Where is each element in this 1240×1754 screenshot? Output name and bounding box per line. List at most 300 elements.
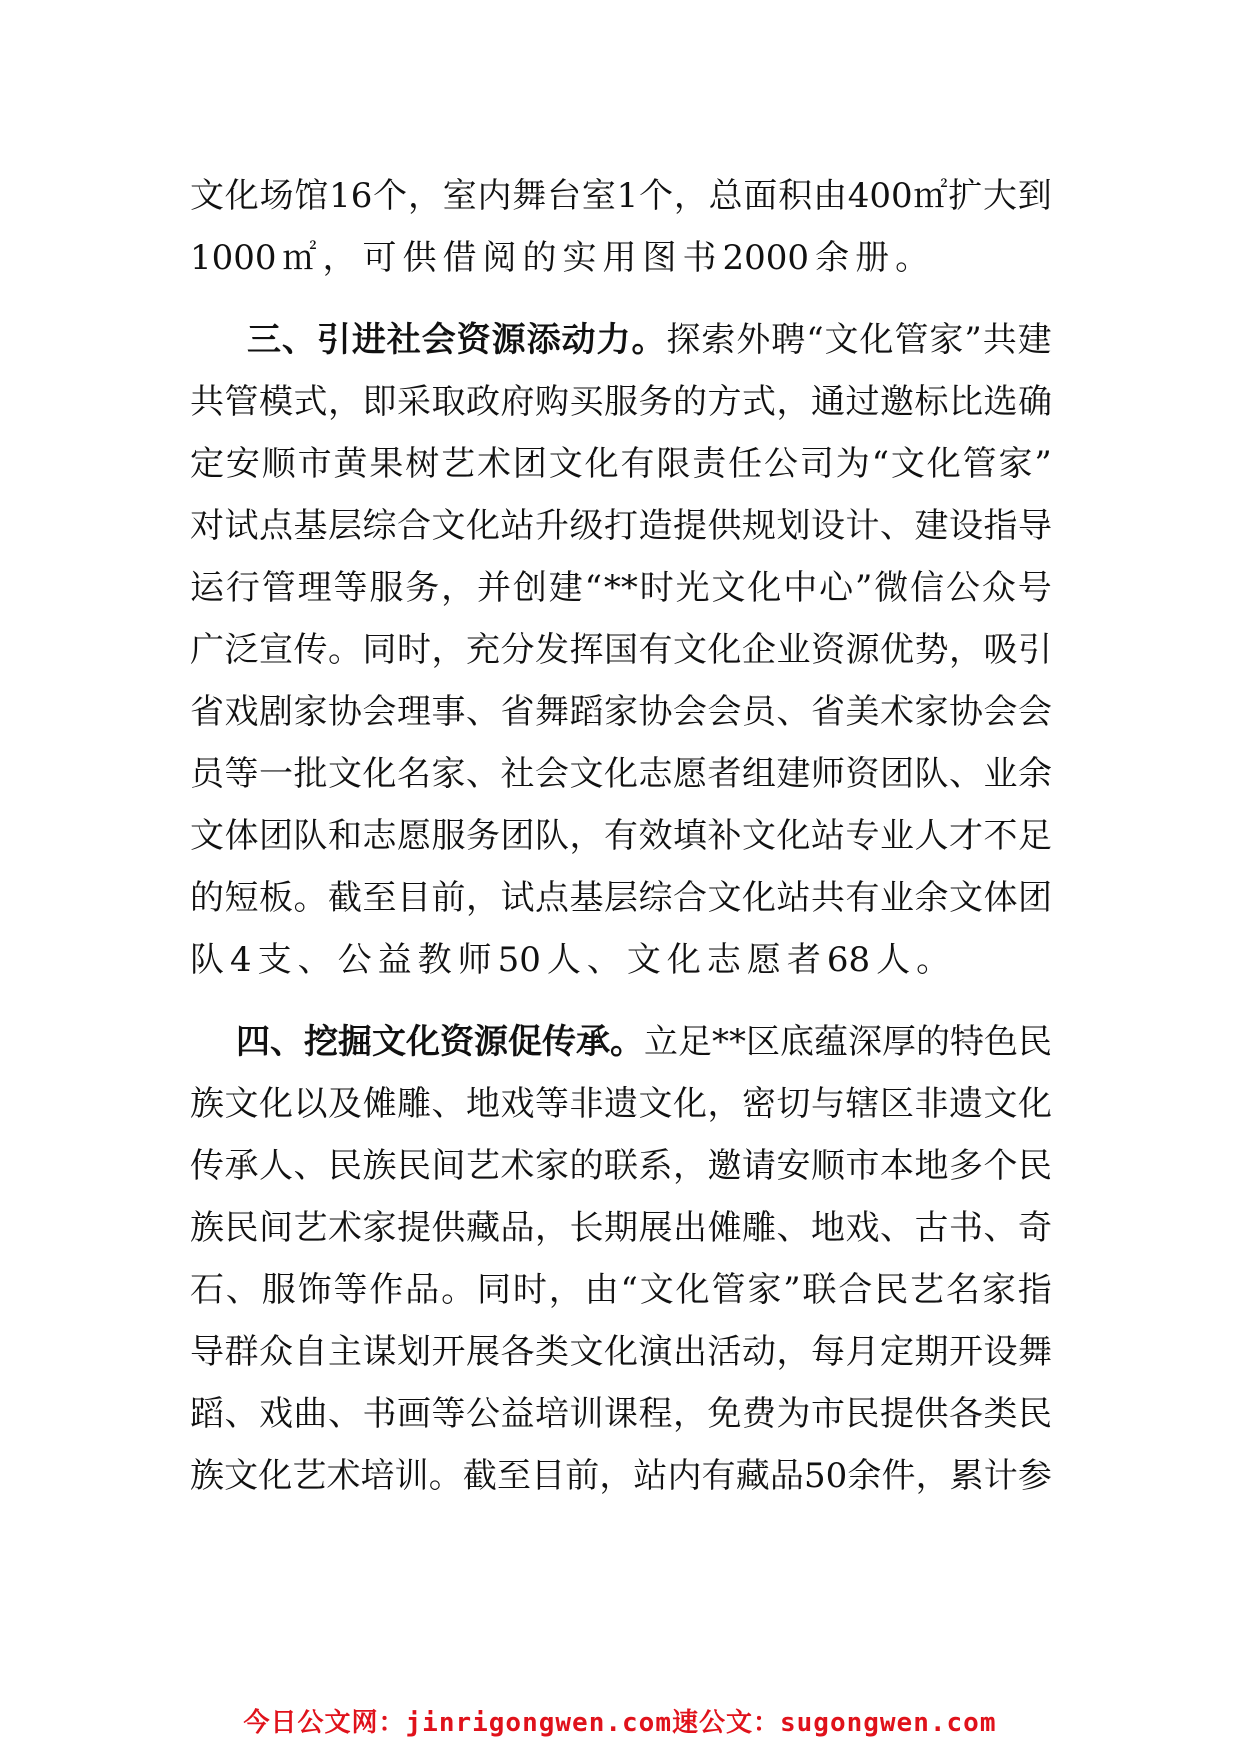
text-char: 舞: [535, 692, 569, 732]
text-char: 训: [569, 1394, 604, 1434]
heading-char: 、: [270, 1022, 304, 1062]
footer-site1-url[interactable]: jinrigongwen.com: [405, 1708, 672, 1738]
text-char: 务: [405, 568, 440, 608]
text-char: 式: [742, 382, 776, 422]
text-char: 业: [880, 878, 914, 918]
text-char: 充: [466, 630, 500, 670]
text-char: 愿: [746, 940, 781, 980]
text-char: 免: [707, 1394, 742, 1434]
text-char: 业: [983, 754, 1018, 794]
text-char: 供: [402, 238, 437, 278]
text-char: 族: [190, 1084, 224, 1124]
text-char: 、: [297, 940, 332, 980]
text-char: 以: [293, 1084, 328, 1124]
text-char: 管: [224, 382, 259, 422]
text-char: 有: [604, 816, 638, 856]
text-char: 、: [880, 506, 914, 546]
text-char: 资: [845, 754, 880, 794]
text-line: [190, 1073, 1052, 1135]
text-char: ，: [328, 382, 362, 422]
heading-char: 。: [610, 1022, 644, 1062]
paragraph-indent: [190, 309, 246, 371]
text-char: 由: [812, 176, 847, 216]
heading-char: 添: [526, 320, 561, 360]
text-char: 并: [477, 568, 511, 608]
text-char: 间: [431, 1146, 466, 1186]
text-char: 服: [261, 1270, 296, 1310]
text-char: 定: [880, 1332, 914, 1372]
text-char: 供: [707, 506, 742, 546]
text-char: 化: [926, 444, 961, 484]
text-char: 类: [535, 1332, 569, 1372]
text-char: 试: [224, 506, 259, 546]
text-char: 前: [431, 878, 466, 918]
text-char: 文: [328, 754, 362, 794]
text-char: 台: [547, 176, 582, 216]
text-char: 非: [569, 1084, 604, 1124]
heading-char: 资: [456, 320, 491, 360]
text-char: 艺: [293, 1208, 328, 1248]
text-char: 引: [1018, 630, 1052, 670]
text-char: 众: [259, 1332, 293, 1372]
text-char: 族: [190, 1456, 224, 1496]
text-char: 文: [431, 506, 466, 546]
text-char: 16: [329, 176, 373, 216]
text-char: 运: [190, 568, 224, 608]
text-char: 探: [666, 320, 701, 360]
text-char: 索: [701, 320, 736, 360]
text-char: ，: [466, 878, 500, 918]
text-char: 主: [328, 1332, 362, 1372]
text-char: 。: [895, 238, 930, 278]
text-char: 益: [377, 940, 412, 980]
text-char: 化: [673, 1084, 707, 1124]
text-char: 采: [397, 382, 431, 422]
text-char: 市: [297, 444, 332, 484]
text-char: **: [603, 568, 638, 608]
text-char: 试: [500, 878, 535, 918]
text-char: ，: [915, 1456, 950, 1496]
text-char: 品: [769, 1456, 804, 1496]
text-char: 过: [845, 382, 880, 422]
text-char: 遗: [604, 1084, 638, 1124]
text-char: 、: [328, 1394, 362, 1434]
text-char: 1: [616, 176, 639, 216]
text-line: [190, 227, 1052, 289]
text-char: 挥: [569, 630, 604, 670]
text-char: 场: [259, 176, 294, 216]
text-char: ”: [783, 1270, 801, 1310]
text-char: 戏: [500, 1084, 535, 1124]
text-char: 管: [711, 1270, 746, 1310]
text-char: 人: [546, 940, 581, 980]
text-char: 企: [742, 630, 776, 670]
text-char: 化: [604, 754, 638, 794]
text-line: [190, 433, 1052, 495]
text-char: 色: [984, 1022, 1018, 1062]
text-char: 化: [584, 444, 619, 484]
text-char: 化: [666, 940, 701, 980]
text-char: ，: [599, 1456, 634, 1496]
text-char: 设: [983, 1332, 1018, 1372]
text-char: 术: [326, 1456, 361, 1496]
heading-char: 源: [474, 1022, 508, 1062]
heading-char: 掘: [338, 1022, 372, 1062]
text-char: 。: [293, 878, 328, 918]
text-char: 各: [500, 1332, 535, 1372]
heading-char: 会: [421, 320, 456, 360]
text-char: 出: [673, 1332, 707, 1372]
paragraph-indent: [190, 1011, 236, 1073]
text-char: 有: [845, 878, 880, 918]
text-char: 文: [824, 320, 859, 360]
text-char: ”: [855, 568, 873, 608]
text-char: 众: [981, 568, 1016, 608]
text-char: 组: [742, 754, 776, 794]
text-char: 供: [914, 1394, 949, 1434]
text-char: 会: [535, 754, 569, 794]
text-char: 会: [362, 692, 397, 732]
text-char: 68: [826, 940, 871, 980]
text-char: ，: [673, 1394, 707, 1434]
text-char: 、: [586, 940, 621, 980]
text-char: 扩: [948, 176, 983, 216]
text-char: ”: [964, 320, 982, 360]
heading-char: 促: [508, 1022, 542, 1062]
text-char: 会: [1018, 692, 1052, 732]
text-char: 顺: [811, 1146, 845, 1186]
text-char: 家: [293, 692, 328, 732]
text-char: 类: [983, 1394, 1018, 1434]
text-char: 由: [584, 1270, 619, 1310]
text-char: 事: [431, 692, 466, 732]
text-char: 文: [742, 816, 776, 856]
text-char: 戏: [224, 692, 259, 732]
text-char: 公: [337, 940, 372, 980]
text-char: 方: [707, 382, 742, 422]
text-char: 共: [811, 878, 845, 918]
text-char: 联: [802, 1270, 837, 1310]
text-char: 团: [512, 444, 547, 484]
text-char: 国: [604, 630, 638, 670]
text-char: 前: [565, 1456, 600, 1496]
text-char: 限: [656, 444, 691, 484]
text-char: 化: [747, 568, 782, 608]
text-char: 源: [845, 630, 880, 670]
text-char: 规: [742, 506, 776, 546]
text-char: 员: [742, 692, 776, 732]
text-char: 目: [531, 1456, 566, 1496]
text-char: **: [712, 1022, 746, 1062]
text-char: 发: [535, 630, 569, 670]
text-char: 4: [230, 940, 252, 980]
text-char: 指: [983, 506, 1018, 546]
text-char: 传: [190, 1146, 224, 1186]
text-char: 培: [360, 1456, 395, 1496]
text-char: 专: [845, 816, 880, 856]
text-char: 务: [466, 816, 500, 856]
text-char: 本: [880, 1146, 914, 1186]
text-char: 室: [581, 176, 616, 216]
text-char: 实: [562, 238, 597, 278]
text-char: 点: [535, 878, 569, 918]
text-char: 服: [369, 568, 404, 608]
text-char: 提: [673, 506, 707, 546]
text-char: 阅: [482, 238, 517, 278]
text-char: 支: [257, 940, 292, 980]
text-char: 舞: [512, 176, 547, 216]
text-char: 市: [845, 1146, 880, 1186]
text-char: 志: [706, 940, 741, 980]
text-char: 顺: [261, 444, 296, 484]
text-char: 板: [259, 878, 293, 918]
text-char: 光: [675, 568, 710, 608]
footer-watermark: [0, 1702, 1240, 1739]
text-char: 会: [707, 692, 742, 732]
text-char: 的: [916, 1022, 950, 1062]
text-char: 有: [701, 1456, 736, 1496]
text-line: [190, 805, 1052, 867]
text-char: 体: [983, 878, 1018, 918]
text-char: 计: [983, 1456, 1018, 1496]
text-char: 自: [293, 1332, 328, 1372]
heading-char: 源: [491, 320, 526, 360]
text-char: 业: [776, 630, 811, 670]
text-char: 号: [1017, 568, 1052, 608]
text-char: 奇: [1018, 1208, 1052, 1248]
text-char: 外: [736, 320, 771, 360]
text-char: 设: [811, 506, 845, 546]
text-char: 文: [224, 1084, 259, 1124]
text-char: 化: [707, 630, 742, 670]
text-char: 书: [362, 1394, 397, 1434]
text-char: 术: [880, 692, 914, 732]
text-char: 吸: [983, 630, 1018, 670]
text-char: 建: [914, 506, 949, 546]
text-char: ，: [776, 382, 811, 422]
text-char: 地: [466, 1084, 500, 1124]
text-char: 开: [431, 1332, 466, 1372]
text-char: 动: [742, 1332, 776, 1372]
text-line: [190, 495, 1052, 557]
text-char: 费: [742, 1394, 776, 1434]
text-char: 用: [602, 238, 637, 278]
text-char: 势: [914, 630, 949, 670]
text-char: 基: [293, 506, 328, 546]
text-line: [190, 1011, 1052, 1073]
text-char: 家: [431, 754, 466, 794]
text-char: 到: [1017, 176, 1052, 216]
text-char: 开: [949, 1332, 983, 1372]
text-line: [190, 1445, 1052, 1507]
text-char: 民: [328, 1146, 362, 1186]
text-char: 综: [362, 506, 397, 546]
text-char: 提: [397, 1208, 431, 1248]
text-char: 司: [799, 444, 834, 484]
text-char: 买: [569, 382, 604, 422]
text-line: [190, 1321, 1052, 1383]
text-char: 期: [914, 1332, 949, 1372]
text-char: 邀: [880, 382, 914, 422]
text-char: 蹈: [190, 1394, 224, 1434]
text-char: 立: [644, 1022, 678, 1062]
text-char: 社: [500, 754, 535, 794]
text-char: 内: [477, 176, 512, 216]
text-char: 地: [914, 1146, 949, 1186]
text-char: 家: [914, 692, 949, 732]
text-char: 建: [1017, 320, 1052, 360]
footer-site2-url[interactable]: sugongwen.com: [779, 1708, 997, 1738]
text-line: [190, 619, 1052, 681]
text-char: 底: [780, 1022, 814, 1062]
text-char: 时: [397, 630, 431, 670]
text-char: 非: [914, 1084, 949, 1124]
text-char: 雕: [742, 1208, 776, 1248]
text-char: 各: [949, 1394, 983, 1434]
text-char: 蹈: [569, 692, 604, 732]
text-char: “: [620, 1270, 638, 1310]
text-char: 微: [874, 568, 909, 608]
text-char: 责: [692, 444, 727, 484]
text-char: 文: [224, 1456, 259, 1496]
text-char: 站: [500, 506, 535, 546]
text-char: 体: [224, 816, 259, 856]
text-char: 400: [847, 176, 913, 216]
text-char: 团: [500, 816, 535, 856]
text-char: 艺: [441, 444, 476, 484]
text-char: 石: [190, 1270, 224, 1310]
heading-char: 四: [236, 1022, 270, 1062]
text-char: 聘: [771, 320, 806, 360]
text-char: 管: [894, 320, 929, 360]
text-char: ㎡: [913, 176, 948, 216]
text-char: 团: [1018, 878, 1052, 918]
text-char: 愿: [397, 816, 431, 856]
text-char: 省: [500, 692, 535, 732]
text-char: 50: [803, 1456, 848, 1496]
text-char: 取: [431, 382, 466, 422]
text-char: 信: [910, 568, 945, 608]
text-char: 、: [983, 1208, 1018, 1248]
text-char: 供: [431, 1208, 466, 1248]
text-char: 购: [535, 382, 569, 422]
text-char: 者: [786, 940, 821, 980]
text-char: “: [871, 444, 890, 484]
text-char: 雕: [397, 1084, 431, 1124]
text-char: 志: [362, 816, 397, 856]
text-char: 地: [811, 1208, 845, 1248]
text-char: 剧: [259, 692, 293, 732]
text-char: 等: [333, 1270, 368, 1310]
heading-char: 三: [246, 320, 281, 360]
heading-char: 资: [440, 1022, 474, 1062]
text-char: 树: [405, 444, 440, 484]
text-line: [190, 1383, 1052, 1445]
heading-char: 传: [542, 1022, 576, 1062]
text-char: 理: [397, 692, 431, 732]
text-char: 站: [633, 1456, 668, 1496]
text-char: 参: [1017, 1456, 1052, 1496]
text-char: 足: [1018, 816, 1052, 856]
text-char: 大: [983, 176, 1017, 216]
text-char: 与: [811, 1084, 845, 1124]
text-line: [190, 371, 1052, 433]
text-char: 省: [190, 692, 224, 732]
text-char: 品: [405, 1270, 440, 1310]
text-char: 标: [914, 382, 949, 422]
text-char: 愿: [673, 754, 707, 794]
text-char: 程: [638, 1394, 673, 1434]
text-char: 藏: [466, 1208, 500, 1248]
text-char: 队: [914, 754, 949, 794]
text-char: 藏: [735, 1456, 770, 1496]
text-char: 府: [500, 382, 535, 422]
text-line: [190, 867, 1052, 929]
text-char: 队: [190, 940, 224, 980]
heading-char: 文: [372, 1022, 406, 1062]
text-char: 出: [673, 1208, 707, 1248]
text-char: 总: [708, 176, 743, 216]
text-char: 化: [859, 320, 894, 360]
text-char: 家: [535, 1146, 569, 1186]
text-char: 课: [604, 1394, 638, 1434]
text-char: 遗: [949, 1084, 983, 1124]
text-char: 文: [569, 1332, 604, 1372]
text-char: 名: [946, 1270, 981, 1310]
text-char: 导: [190, 1332, 224, 1372]
text-char: 才: [949, 816, 983, 856]
text-char: 化: [742, 878, 776, 918]
text-char: 等: [535, 1084, 569, 1124]
text-char: 公: [764, 444, 798, 484]
text-char: 联: [604, 1146, 638, 1186]
text-char: 果: [369, 444, 404, 484]
text-char: 文: [639, 1270, 674, 1310]
text-char: 志: [638, 754, 673, 794]
text-char: 共: [190, 382, 224, 422]
text-char: 设: [949, 506, 983, 546]
text-char: 省: [811, 692, 845, 732]
text-char: 个: [373, 176, 408, 216]
text-char: 家: [747, 1270, 782, 1310]
text-char: 协: [328, 692, 362, 732]
text-char: 泛: [224, 630, 259, 670]
text-char: 、: [293, 1146, 328, 1186]
text-char: 市: [811, 1394, 845, 1434]
text-char: 和: [328, 816, 362, 856]
text-char: 等: [431, 1394, 466, 1434]
heading-char: 挖: [304, 1022, 338, 1062]
text-char: 协: [638, 692, 673, 732]
text-char: 民: [1018, 1146, 1052, 1186]
text-char: ，: [673, 176, 708, 216]
text-char: 内: [667, 1456, 702, 1496]
text-char: 化: [1018, 1084, 1052, 1124]
footer-site1-label: 今日公文网：: [243, 1708, 406, 1738]
text-char: ，: [431, 630, 466, 670]
text-char: 安: [225, 444, 260, 484]
text-char: 书: [682, 238, 717, 278]
text-char: 训: [394, 1456, 429, 1496]
text-line: [190, 1259, 1052, 1321]
text-char: 等: [224, 754, 259, 794]
text-char: 足: [678, 1022, 712, 1062]
text-char: 、: [225, 1270, 260, 1310]
text-char: 广: [190, 630, 224, 670]
text-char: 厚: [882, 1022, 916, 1062]
text-char: 为: [776, 1394, 811, 1434]
text-char: 团: [880, 754, 914, 794]
